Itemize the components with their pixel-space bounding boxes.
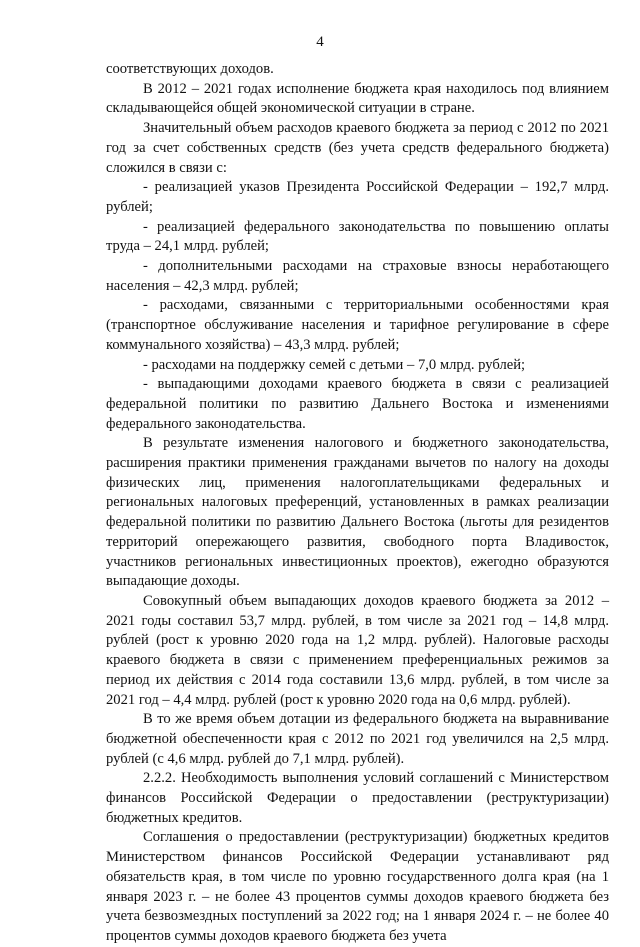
- paragraph: В результате изменения налогового и бюджетного законодательства, расширения практики применения гражданами вычетов по налогу на доходы физических лиц, применения налогоплательщиками федеральных и региональных налоговых преференций, установленных в рамках реализации федеральной политики по развитию Дальнего Востока (льготы для резидентов территорий опережающего развития, свободного порта Владивосток, участников региональных инвестиционных проектов), ежегодно образуются выпадающие доходы.: [106, 435, 609, 590]
- paragraph: В 2012 – 2021 годах исполнение бюджета края находилось под влиянием складывающейся общей экономической ситуации в стране.: [106, 80, 609, 117]
- paragraph: Значительный объем расходов краевого бюджета за период с 2012 по 2021 год за счет собственных средств (без учета средств федерального бюджета) сложился в связи с:: [106, 120, 609, 176]
- list-item: - расходами, связанными с территориальными особенностями края (транспортное обслуживание населения и тарифное регулирование в сфере коммунального хозяйства) – 43,3 млрд. рублей;: [106, 297, 609, 353]
- paragraph: соответствующих доходов.: [106, 61, 274, 77]
- paragraph: Соглашения о предоставлении (реструктуризации) бюджетных кредитов Министерством финансов Российской Федерации устанавливают ряд обязательств края, в том числе по уровню государственного долга края (на 1 января 2023 г. – не более 43 процентов суммы доходов краевого бюджета без учета безвозмездных поступлений за 2022 год; на 1 января 2024 г. – не более 40 процентов суммы доходов краевого бюджета без учета: [106, 829, 609, 944]
- list-item: - выпадающими доходами краевого бюджета в связи с реализацией федеральной политики по развитию Дальнего Востока и изменениями федерального законодательства.: [106, 376, 609, 432]
- list-item: - дополнительными расходами на страховые взносы неработающего населения – 42,3 млрд. рублей;: [106, 258, 609, 294]
- document-body: [106, 60, 609, 947]
- section-heading-paragraph: 2.2.2. Необходимость выполнения условий соглашений с Министерством финансов Российской Федерации о предоставлении (реструктуризации) бюджетных кредитов.: [106, 770, 609, 826]
- list-item: - реализацией указов Президента Российской Федерации – 192,7 млрд. рублей;: [106, 179, 609, 215]
- page-number: 4: [316, 34, 324, 50]
- list-item: - расходами на поддержку семей с детьми – 7,0 млрд. рублей;: [143, 356, 526, 373]
- paragraph: В то же время объем дотации из федерального бюджета на выравнивание бюджетной обеспеченности края с 2012 по 2021 год увеличился на 2,5 млрд. рублей (с 4,6 млрд. рублей до 7,1 млрд. рублей).: [106, 711, 609, 767]
- paragraph: Совокупный объем выпадающих доходов краевого бюджета за 2012 – 2021 годы составил 53,7 млрд. рублей, в том числе за 2021 год – 14,8 млрд. рублей (рост к уровню 2020 года на 1,2 млрд. рублей). Налоговые расходы краевого бюджета в связи с применением преференциальных режимов за период их действия с 2014 года составили 13,6 млрд. рублей, в том числе за 2021 год – 4,4 млрд. рублей (рост к уровню 2020 года на 0,6 млрд. рублей).: [106, 592, 609, 708]
- list-item: - реализацией федерального законодательства по повышению оплаты труда – 24,1 млрд. рублей;: [106, 218, 609, 255]
